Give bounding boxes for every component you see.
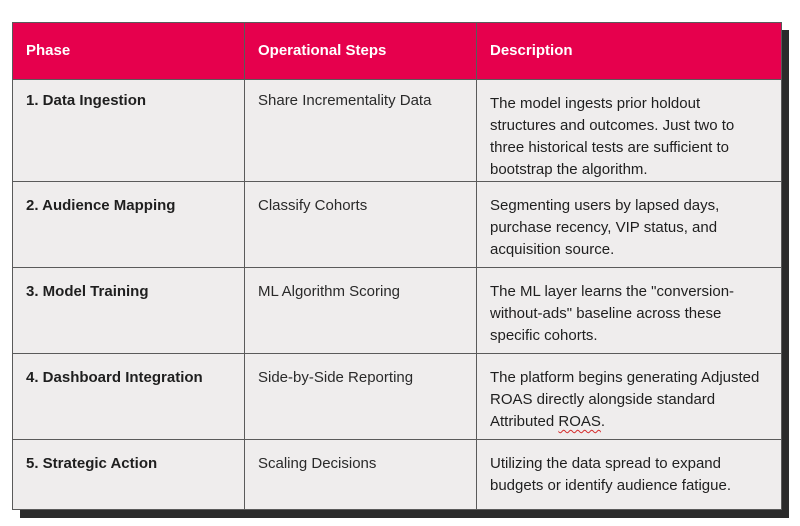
table-row — [13, 80, 782, 182]
table-body — [13, 80, 782, 510]
header-description: Description — [477, 23, 782, 80]
description-text-end: . — [600, 413, 606, 430]
table-row — [13, 268, 782, 354]
description-cell — [477, 354, 782, 440]
table-row — [13, 182, 782, 268]
description-cell: Utilizing the data spread to expand budgets or identify audience fatigue. — [477, 440, 782, 510]
description-cell: Segmenting users by lapsed days, purchase recency, VIP status, and acquisition source. — [477, 182, 782, 268]
header-phase: Phase — [13, 23, 245, 80]
steps-cell: ML Algorithm Scoring — [245, 268, 477, 354]
phase-cell: 4. Dashboard Integration — [13, 354, 245, 440]
phase-cell: 2. Audience Mapping — [13, 182, 245, 268]
phase-cell: 5. Strategic Action — [13, 440, 245, 510]
steps-cell: Scaling Decisions — [245, 440, 477, 510]
steps-cell: Share Incrementality Data — [245, 80, 477, 182]
description-text: The platform begins generating Adjusted ROAS directly alongside standard Attributed — [490, 369, 760, 430]
description-cell: The model ingests prior holdout structures and outcomes. Just two to three historical tests are sufficient to bootstrap the algorithm. — [477, 80, 782, 182]
table-row — [13, 440, 782, 510]
table-row — [13, 354, 782, 440]
phase-cell: 1. Data Ingestion — [13, 80, 245, 182]
table-header — [13, 23, 782, 80]
spellcheck-flagged-word[interactable]: ROAS — [558, 413, 601, 430]
header-operational-steps: Operational Steps — [245, 23, 477, 80]
steps-cell: Side-by-Side Reporting — [245, 354, 477, 440]
description-cell: The ML layer learns the "conversion-without-ads" baseline across these specific cohorts. — [477, 268, 782, 354]
steps-cell: Classify Cohorts — [245, 182, 477, 268]
phase-table-container — [12, 22, 781, 510]
header-row — [13, 23, 782, 80]
phase-cell: 3. Model Training — [13, 268, 245, 354]
phase-table — [12, 22, 782, 510]
